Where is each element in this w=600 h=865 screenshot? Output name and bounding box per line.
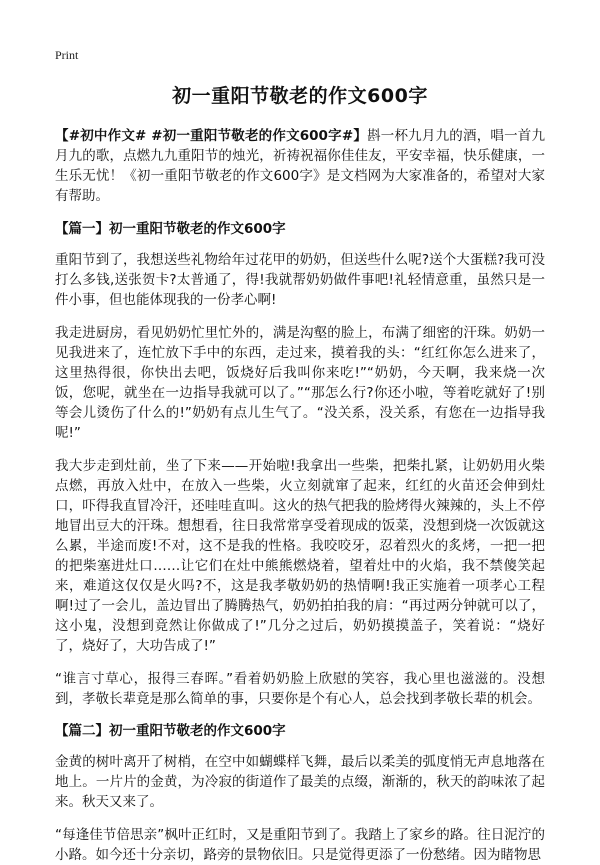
paragraph: 我走进厨房，看见奶奶忙里忙外的，满是沟壑的脸上，布满了细密的汗珠。奶奶一见我进来了，连忙放下手中的东西，走过来，摸着我的头：“红红你怎么进来了，这里热得很，你快出去吧，饭烧好后我叫你来吃!”“奶奶，今天啊，我来烧一次饭，您呢，就坐在一边指导我就可以了。”“那怎么行?你还小啦，等着吃就好了!别等会儿烫伤了什么的!”奶奶有点儿生气了。“没关系，没关系，有您在一边指导我呢!”	[55, 325, 545, 441]
intro-text: 斟一杯九月九的酒，唱一首九月九的歌，点燃九九重阳节的烛光，祈祷祝福你佳佳友，平安幸福，快乐健康，一生乐无忧！《初一重阳节敬老的作文600字》是文档网为大家准备的，希望对大家有帮助。	[55, 128, 545, 204]
paragraph: 我大步走到灶前，坐了下来——开始啦!我拿出一些柴，把柴扎紧，让奶奶用火柴点燃，再放入灶中，在放入一些柴，火立刻就窜了起来，红红的火苗还会伸到灶口，吓得我直冒冷汗，还哇哇直叫。这火的热气把我的脸烤得火辣辣的，头上不停地冒出豆大的汗珠。想想看，往日我常常享受着现成的饭菜，没想到烧一次饭就这么累，半途而废!不对，这不是我的性格。我咬咬牙，忍着烈火的炙烤，一把一把的把柴塞进灶口……让它们在灶中熊熊燃烧着，望着灶中的火焰，我不禁傻笑起来，难道这仅仅是火吗?不，这是我孝敬奶奶的热情啊!我正实施着一项孝心工程啊!过了一会儿，盖边冒出了腾腾热气，奶奶拍拍我的肩：“再过两分钟就可以了，这小鬼，没想到竟然让你做成了!”几分之过后，奶奶摸摸盖子，笑着说：“烧好了，烧好了，大功告成了!”	[55, 458, 545, 654]
intro-tag: 【#初中作文# #初一重阳节敬老的作文600字#】	[55, 128, 368, 144]
paragraph: 金黄的树叶离开了树梢，在空中如蝴蝶样飞舞，最后以柔美的弧度悄无声息地落在地上。一片片的金黄，为冷寂的街道作了最美的点缀，渐渐的，秋天的韵味浓了起来。秋天又来了。	[55, 754, 545, 810]
intro-paragraph	[55, 126, 545, 206]
paragraph: “每逢佳节倍思亲”枫叶正红时，又是重阳节到了。我踏上了家乡的路。往日泥泞的小路。如今还十分亲切，路旁的景物依旧。只是觉得更添了一份愁绪。因为睹物思	[55, 827, 545, 863]
paragraph: “谁言寸草心，报得三春晖。”看着奶奶脸上欣慰的笑容，我心里也滋滋的。没想到，孝敬长辈竟是那么简单的事，只要你是个有心人，总会找到孝敬长辈的机会。	[55, 671, 545, 707]
section-heading-1: 【篇一】初一重阳节敬老的作文600字	[55, 221, 286, 237]
section-heading-2: 【篇二】初一重阳节敬老的作文600字	[55, 723, 286, 739]
print-link[interactable]: Print	[55, 48, 79, 62]
document-title: 初一重阳节敬老的作文600字	[172, 85, 428, 107]
paragraph: 重阳节到了，我想送些礼物给年过花甲的奶奶，但送些什么呢?送个大蛋糕?我可没打么多钱,送张贺卡?太普通了，得!我就帮奶奶做件事吧!礼轻情意重，虽然只是一件小事，但也能体现我的一份孝心啊!	[55, 252, 545, 308]
